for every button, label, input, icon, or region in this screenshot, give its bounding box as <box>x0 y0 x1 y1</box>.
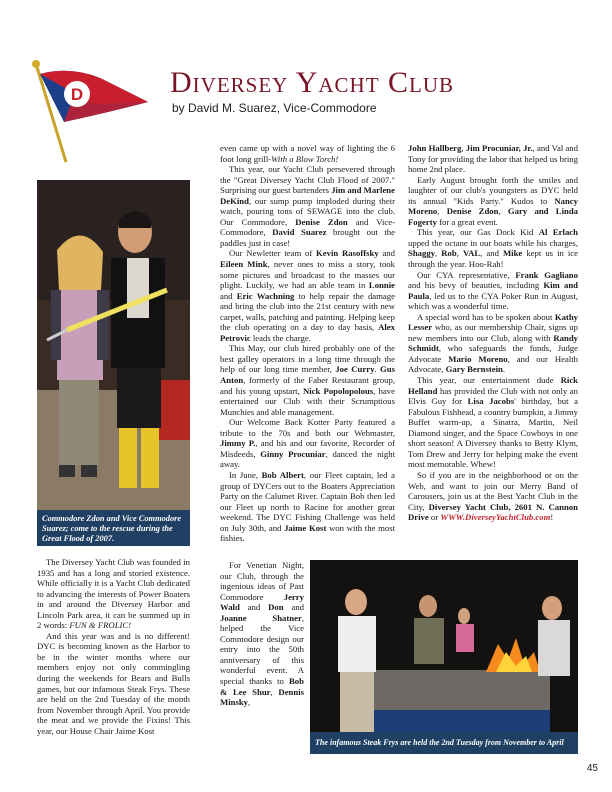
burgee-letter: D <box>70 85 84 104</box>
photo-commodores <box>37 180 190 510</box>
photo-steak-fry-caption: The infamous Steak Frys are held the 2nd Tuesday from November to April <box>310 732 578 754</box>
article-title: Diversey Yacht Club <box>170 66 455 99</box>
photo-commodores-caption: Commodore Zdon and Vice Commodore Suarez; come to the rescue during the Great Flood of 2007. <box>37 510 190 546</box>
photo-steak-fry-image <box>310 560 578 732</box>
page-number: 45 <box>586 763 598 774</box>
photo-steak-fry <box>310 560 578 732</box>
club-burgee-logo <box>30 60 160 170</box>
photo-commodores-image <box>37 180 190 510</box>
column-2-text: even came up with a novel way of lighting the 6 foot long grill-With a Blow Torch! This year, our Yacht Club persevered through the "Great Diversey Yacht Club Flood of 2007." Surprising our guest bartenders Jim and Marlene DeKind, our sump pump imploded during their watch, pouring tons of SEWAGE into the club. Our Commodore, Denise Zdon and Vice-Commodore, David Suarez brought out the paddles just in case! Our Newletter team of Kevin Rasoffsky and Eileen Mink, never ones to miss a story, took some pictures and broadcast to the masses our plight. Luckily, we had an able team in Lonnie and Eric Wachning to help repair the damage and bring the club into the 21st century with new carpet, walls, patching and painting. Helping keep the club operating on a day to day basis, Alex Petrovic leads the charge. This May, our club hired probably one of the best galley operators in a long time through the help of our long time member, Joe Curry. Gus Anton, formerly of the Faber Restaurant group, and his young upstart, Nick Popolopolous, have entertained our Club with their Scrumptious Munchies and able management. Our Welcome Back Kotter Party featured a tribute to the 70s and both our Webmaster, Jimmy P., and his and our favorite, Recorder of Misdeeds, Ginny Procuniar, danced the night away. In June, Bob Albert, our Fleet captain, led a group of DYCers out to the Boaters Appreciation Party on the Calumet River. Captain Bob then led our Fleet up north to Racine for another great weekend. The DYC Fishing Challenge was held on July 30th, and Jaime Kost won with the most fishies. <box>220 143 395 544</box>
article-byline: by David M. Suarez, Vice-Commodore <box>172 101 377 115</box>
column-3-text: John Hallberg, Jim Procuniar, Jr., and Val and Tony for providing the labor that helped us bring home 2nd place. Early August brought forth the smiles and laughter of our club's youngsters as DYC held its annual "Kids Party." Kudos to Nancy Moreno, Denise Zdon, Gary and Linda Fogerty for a great event. This year, our Gas Dock Kid Al Erlach upped the octane in our boats while his charges, Shaggy, Rob, VAL, and Mike kept us in ice through the year. Hoo-Rah! Our CYA representative, Frank Gagliano and his bevy of beauties, including Kim and Paula, led us to the CYA Poker Run in August, which was a wonderful time. A special word has to be spoken about Kathy Lesser who, as our membership Chair, signs up new members into our Club, along with Randy Schmidt, who safeguards the funds, Judge Advocate Mario Moreno, and our Health Advocate, Gary Bernstein. This year, our entertainment dude Rick Helland has provided the Club with not only an Elvis Guy for Lisa Jacobs' birthday, but a Fabulous Fishhead, a country bumpkin, a Jimmy Buffet warm-up, a Sinatra, Martin, Neil Diamond singer, and the Space Cowboys in one short season! A Diversey thanks to Betty Klym, Tom Drew and Jerry for helping make the event most memorable. Whew! So if you are in the neighborhood or on the Web, and want to join our Merry Band of Carousers, join us at the Best Yacht Club in the City, Diversey Yacht Club, 2601 N. Cannon Drive or WWW.DiverseyYachtClub.com! <box>408 143 578 523</box>
column-1-text: The Diversey Yacht Club was founded in 1935 and has a long and storied existence. While officially it is a Yacht Club dedicated to advancing the interests of Power Boaters in and around the Diversey Harbor and Lincoln Park area, it can be summed up in 2 words: FUN & FROLIC! And this year was and is no different! DYC is becoming known as the Harbor to be in the winter months where our members enjoy not only commingling during the weekends for Bears and Bulls games, but our infamous Steak Frys. These are held on the 2nd Tuesday of the month from November through April. You provide the meat and we provide the Fixins! This year, our House Chair Jaime Kost <box>37 557 190 736</box>
column-2-lower-text: For Venetian Night, our Club, through the ingenious ideas of Past Commodore Jerry Wald and Don and Joanne Shatner, helped the Vice Commodore design our entry into the 50th anniversary of this wonderful event. A special thanks to Bob & Lee Shur, Dennis Minsky, <box>220 560 304 708</box>
